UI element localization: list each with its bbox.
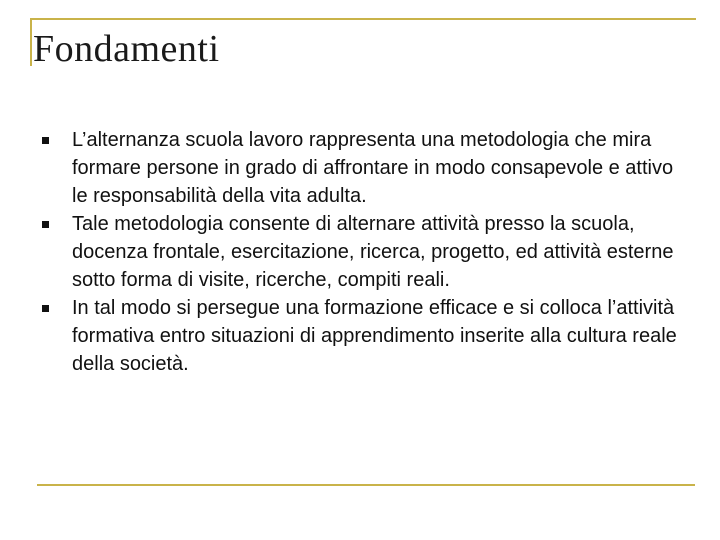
left-decorative-rule [30,18,32,66]
bottom-decorative-rule [37,484,695,486]
bullet-item [40,294,690,378]
top-decorative-rule [30,18,696,20]
bullet-list [40,126,690,378]
bullet-text: Tale metodologia consente di alternare attività presso la scuola, docenza frontale, esercitazione, ricerca, progetto, ed attività esterne sotto forma di visite, ricerche, compiti reali. [72,213,674,291]
bullet-item [40,210,690,294]
slide-title: Fondamenti [33,28,220,70]
square-bullet-icon [42,305,49,312]
bullet-item [40,126,690,210]
bullet-text: In tal modo si persegue una formazione efficace e si colloca l’attività formativa entro situazioni di apprendimento inserite alla cultura reale della società. [72,297,677,375]
bullet-text: L’alternanza scuola lavoro rappresenta una metodologia che mira formare persone in grado di affrontare in modo consapevole e attivo le responsabilità della vita adulta. [72,129,674,207]
square-bullet-icon [42,137,49,144]
square-bullet-icon [42,221,49,228]
